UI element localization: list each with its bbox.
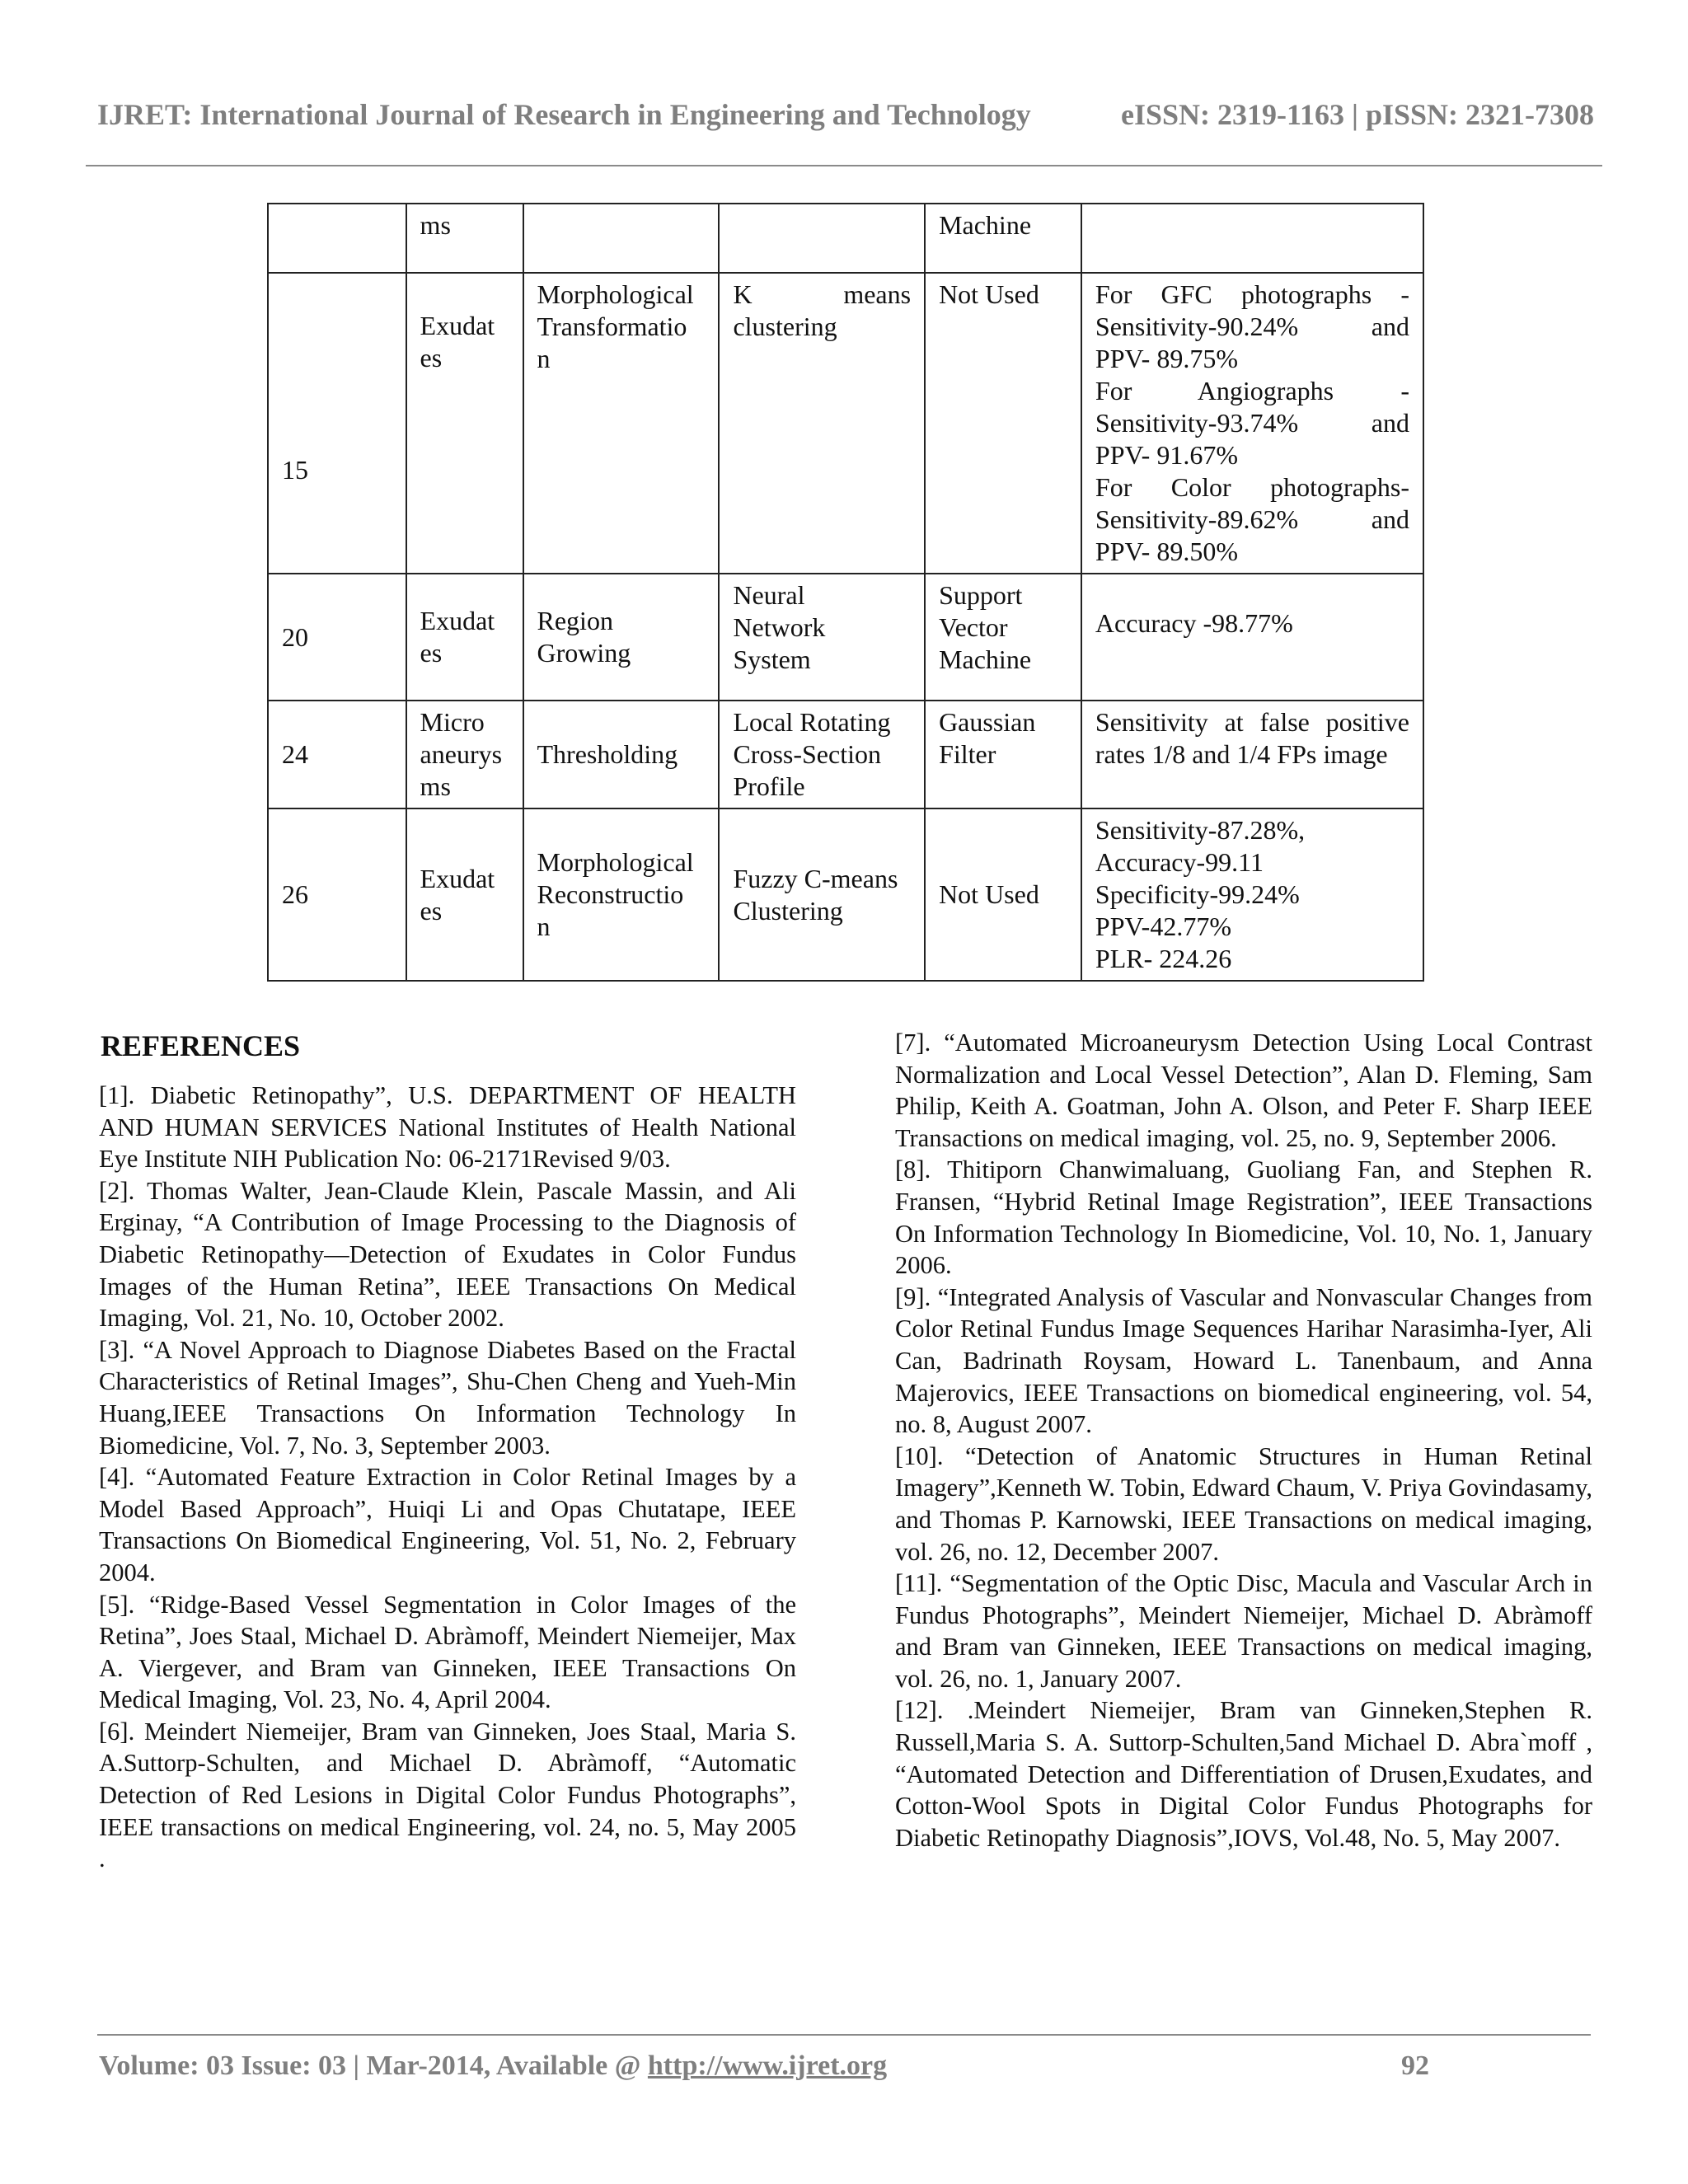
table-cell: Neural Network System [719,574,925,701]
results-table [267,203,1424,982]
reference-item: [6]. Meindert Niemeijer, Bram van Ginneken, Joes Staal, Maria S. A.Suttorp-Schulten, and Michael D. Abràmoff, “Automatic Detection of Red Lesions in Digital Color Fundus Photographs”, IEEE transactions on medical Engineering, vol. 24, no. 5, May 2005 . [99,1717,796,1873]
table-cell: Local Rotating Cross-Section Profile [719,701,925,808]
result-line: For Angiographs - [1095,376,1409,405]
table-row [268,574,1423,701]
result-line: For Color photographs- [1095,472,1409,502]
issn: eISSN: 2319-1163 | pISSN: 2321-7308 [1121,98,1594,131]
table-cell: 26 [268,808,406,981]
references-right-column [895,1027,1592,1854]
table-cell: Support Vector Machine [925,574,1081,701]
table-cell: Micro aneurys ms [406,701,523,808]
table-cell [268,204,406,273]
reference-item: [12]. .Meindert Niemeijer, Bram van Ginneken,Stephen R. Russell,Maria S. A. Suttorp-Schulten,5and Michael D. Abra`moff , “Automated Detection and Differentiation of Drusen,Exudates, and Cotton-Wool Spots in Digital Color Fundus Photographs for Diabetic Retinopathy Diagnosis”,IOVS, Vol.48, No. 5, May 2007. [895,1696,1592,1852]
table-cell: K means clustering [719,273,925,574]
table-row [268,701,1423,808]
table-cell: Machine [925,204,1081,273]
table-cell: Region Growing [523,574,720,701]
references-left-column [99,1080,796,1875]
journal-name: IJRET: International Journal of Research in Engineering and Technology [97,98,1031,131]
table-cell: ms [406,204,523,273]
table-cell [1081,204,1423,273]
footer-rule [97,2034,1591,2036]
table-row [268,808,1423,981]
reference-item: [11]. “Segmentation of the Optic Disc, Macula and Vascular Arch in Fundus Photographs”, Meindert Niemeijer, Michael D. Abràmoff and Bram van Ginneken, IEEE Transactions on medical imaging, vol. 26, no. 1, January 2007. [895,1569,1592,1693]
table-cell: Thresholding [523,701,720,808]
reference-item: [9]. “Integrated Analysis of Vascular and Nonvascular Changes from Color Retinal Fundus Image Sequences Harihar Narasimha-Iyer, Ali Can, Badrinath Roysam, Howard L. Tanenbaum, and Anna Majerovics, IEEE Transactions on biomedical engineering, vol. 54, no. 8, August 2007. [895,1282,1592,1439]
running-footer [99,2050,887,2082]
reference-item: [7]. “Automated Microaneurysm Detection Using Local Contrast Normalization and Local Vessel Detection”, Alan D. Fleming, Sam Philip, Keith A. Goatman, John A. Olson, and Peter F. Sharp IEEE Transactions on medical imaging, vol. 25, no. 9, September 2006. [895,1029,1592,1152]
result-line: Sensitivity-90.24% and [1095,312,1409,341]
table-row [268,204,1423,273]
result-line: Sensitivity-89.62% and [1095,504,1409,534]
table-cell: Sensitivity-87.28%, Accuracy-99.11 Specificity-99.24% PPV-42.77% PLR- 224.26 [1081,808,1423,981]
journal-link[interactable]: http://www.ijret.org [647,2050,888,2081]
footer-volume: Volume: 03 Issue: 03 | Mar-2014, Available @ [99,2050,648,2081]
table-cell: Exudat es [406,574,523,701]
result-line: For GFC photographs - [1095,279,1409,309]
table-cell: Fuzzy C-means Clustering [719,808,925,981]
running-header [97,97,1594,132]
result-line: PPV- 89.50% [1095,537,1238,566]
table-row [268,273,1423,574]
reference-item: [8]. Thitiporn Chanwimaluang, Guoliang Fan, and Stephen R. Fransen, “Hybrid Retinal Image Registration”, IEEE Transactions On Information Technology In Biomedicine, Vol. 10, No. 1, January 2006. [895,1155,1592,1280]
table-cell [719,204,925,273]
table-cell: Sensitivity at false positive rates 1/8 and 1/4 FPs image [1081,701,1423,808]
table-cell: 24 [268,701,406,808]
reference-item: [10]. “Detection of Anatomic Structures in Human Retinal Imagery”,Kenneth W. Tobin, Edward Chaum, V. Priya Govindasamy, and Thomas P. Karnowski, IEEE Transactions on medical imaging, vol. 26, no. 12, December 2007. [895,1441,1592,1566]
table-cell: Exudat es [406,808,523,981]
table-cell: 20 [268,574,406,701]
table-cell: 15 [268,273,406,574]
table-cell: Accuracy -98.77% [1081,574,1423,701]
reference-item: [3]. “A Novel Approach to Diagnose Diabetes Based on the Fractal Characteristics of Retinal Images”, Shu-Chen Cheng and Yueh-Min Huang,IEEE Transactions On Information Technology In Biomedicine, Vol. 7, No. 3, September 2003. [99,1335,796,1460]
result-line: PPV- 89.75% [1095,344,1238,373]
table-cell [1081,273,1423,574]
table-cell [523,204,720,273]
table-cell: Not Used [925,808,1081,981]
reference-item: [1]. Diabetic Retinopathy”, U.S. DEPARTMENT OF HEALTH AND HUMAN SERVICES National Institutes of Health National Eye Institute NIH Publication No: 06-2171Revised 9/03. [99,1081,796,1174]
page-number: 92 [1401,2050,1429,2081]
reference-item: [4]. “Automated Feature Extraction in Color Retinal Images by a Model Based Approach”, Huiqi Li and Opas Chutatape, IEEE Transactions On Biomedical Engineering, Vol. 51, No. 2, February 2004. [99,1463,796,1586]
reference-item: [5]. “Ridge-Based Vessel Segmentation in Color Images of the Retina”, Joes Staal, Michael D. Abràmoff, Meindert Niemeijer, Max A. Viergever, and Bram van Ginneken, IEEE Transactions On Medical Imaging, Vol. 23, No. 4, April 2004. [99,1590,796,1714]
table-cell: Gaussian Filter [925,701,1081,808]
table-cell: Not Used [925,273,1081,574]
table-cell: Exudat es [406,273,523,574]
header-rule [86,165,1602,166]
result-line: PPV- 91.67% [1095,440,1238,470]
references-heading: REFERENCES [101,1029,301,1062]
result-line: Sensitivity-93.74% and [1095,408,1409,438]
table-cell: Morphological Reconstructio n [523,808,720,981]
reference-item: [2]. Thomas Walter, Jean-Claude Klein, Pascale Massin, and Ali Erginay, “A Contribution of Image Processing to the Diagnosis of Diabetic Retinopathy—Detection of Exudates in Color Fundus Images of the Human Retina”, IEEE Transactions On Medical Imaging, Vol. 21, No. 10, October 2002. [99,1176,796,1333]
table-cell: Morphological Transformatio n [523,273,720,574]
